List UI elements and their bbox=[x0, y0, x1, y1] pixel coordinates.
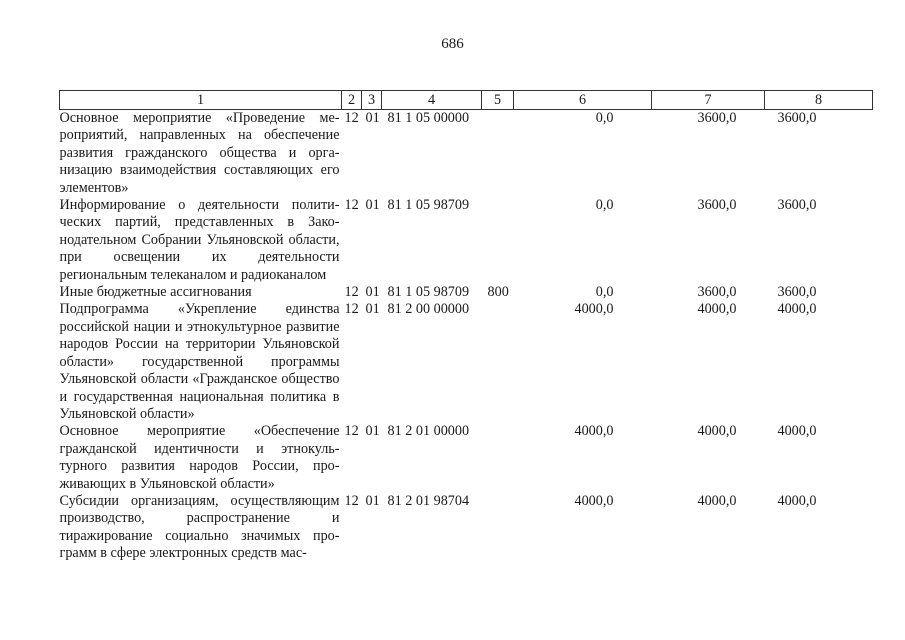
table-header-row bbox=[60, 91, 873, 110]
row-value-8: 3600,0 bbox=[777, 110, 817, 126]
row-expense-type bbox=[482, 423, 514, 493]
header-col-3: 3 bbox=[362, 91, 382, 110]
row-value-7: 3600,0 bbox=[697, 197, 737, 214]
row-value-6: 4000,0 bbox=[574, 492, 614, 509]
row-name: Субсидии организациям, осуществляющим производство, распространение и тиражирование социально значимых программ в сфере электронных средств мас- bbox=[59, 492, 340, 562]
row-value-7: 4000,0 bbox=[697, 492, 737, 509]
row-subsection: 01 bbox=[365, 284, 380, 301]
row-section: 12 bbox=[344, 110, 359, 126]
header-col-5: 5 bbox=[482, 91, 514, 110]
header-col-8: 8 bbox=[765, 91, 873, 110]
row-value-6: 0,0 bbox=[595, 284, 614, 301]
row-subsection: 01 bbox=[365, 110, 380, 126]
row-name: Иные бюджетные ассигнования bbox=[59, 284, 252, 301]
row-value-6: 4000,0 bbox=[574, 301, 614, 318]
budget-table bbox=[59, 90, 873, 563]
row-name: Информирование о деятельности политических партий, представленных в Законодательном Собрании Ульяновской области, при освещении их деятельности региональным телеканалом и радиоканалом bbox=[59, 197, 340, 283]
header-col-4: 4 bbox=[382, 91, 482, 110]
row-target-code: 81 2 01 98704 bbox=[387, 492, 470, 509]
row-value-8: 3600,0 bbox=[777, 284, 817, 301]
row-section: 12 bbox=[344, 197, 359, 214]
table-row bbox=[60, 284, 873, 301]
row-target-code: 81 1 05 98709 bbox=[387, 197, 470, 214]
header-col-2: 2 bbox=[342, 91, 362, 110]
row-name: Основное мероприятие «Проведение мероприятий, направленных на обеспечение развития гражданского общества и организацию взаимодействия составляющих его элементов» bbox=[59, 110, 340, 196]
row-subsection: 01 bbox=[365, 423, 380, 440]
table-row bbox=[60, 301, 873, 423]
row-value-6: 0,0 bbox=[595, 197, 614, 214]
header-col-7: 7 bbox=[652, 91, 765, 110]
row-expense-type bbox=[482, 493, 514, 563]
row-value-7: 4000,0 bbox=[697, 301, 737, 318]
row-target-code: 81 2 01 00000 bbox=[387, 423, 470, 440]
row-value-7: 3600,0 bbox=[697, 110, 737, 126]
row-section: 12 bbox=[344, 492, 359, 509]
row-value-8: 4000,0 bbox=[777, 492, 817, 509]
row-value-6: 4000,0 bbox=[574, 423, 614, 440]
row-subsection: 01 bbox=[365, 492, 380, 509]
row-value-7: 3600,0 bbox=[697, 284, 737, 301]
row-name: Основное мероприятие «Обеспечение гражданской идентичности и этнокультурного развития народов России, проживающих в Ульяновской области» bbox=[59, 423, 340, 492]
row-section: 12 bbox=[344, 423, 359, 440]
table-row bbox=[60, 110, 873, 198]
row-value-8: 3600,0 bbox=[777, 197, 817, 214]
row-section: 12 bbox=[344, 284, 359, 301]
row-section: 12 bbox=[344, 301, 359, 318]
row-target-code: 81 1 05 98709 bbox=[387, 284, 470, 301]
row-value-7: 4000,0 bbox=[697, 423, 737, 440]
row-expense-type: 800 bbox=[487, 284, 509, 301]
header-col-1: 1 bbox=[60, 91, 342, 110]
table-row bbox=[60, 423, 873, 493]
table-row bbox=[60, 197, 873, 284]
row-value-8: 4000,0 bbox=[777, 423, 817, 440]
row-subsection: 01 bbox=[365, 301, 380, 318]
row-expense-type bbox=[482, 301, 514, 423]
row-value-8: 4000,0 bbox=[777, 301, 817, 318]
table-row bbox=[60, 493, 873, 563]
page-number: 686 bbox=[441, 36, 464, 52]
row-expense-type bbox=[482, 197, 514, 284]
row-value-6: 0,0 bbox=[595, 110, 614, 126]
row-subsection: 01 bbox=[365, 197, 380, 214]
header-col-6: 6 bbox=[514, 91, 652, 110]
row-target-code: 81 1 05 00000 bbox=[387, 110, 470, 126]
row-name: Подпрограмма «Укрепление единства российской нации и этнокультурное развитие народов России на территории Ульяновской области» государственной программы Ульяновской области «Гражданское общество и государственная национальная политика в Ульяновской области» bbox=[59, 301, 340, 422]
row-target-code: 81 2 00 00000 bbox=[387, 301, 470, 318]
row-expense-type bbox=[482, 110, 514, 198]
